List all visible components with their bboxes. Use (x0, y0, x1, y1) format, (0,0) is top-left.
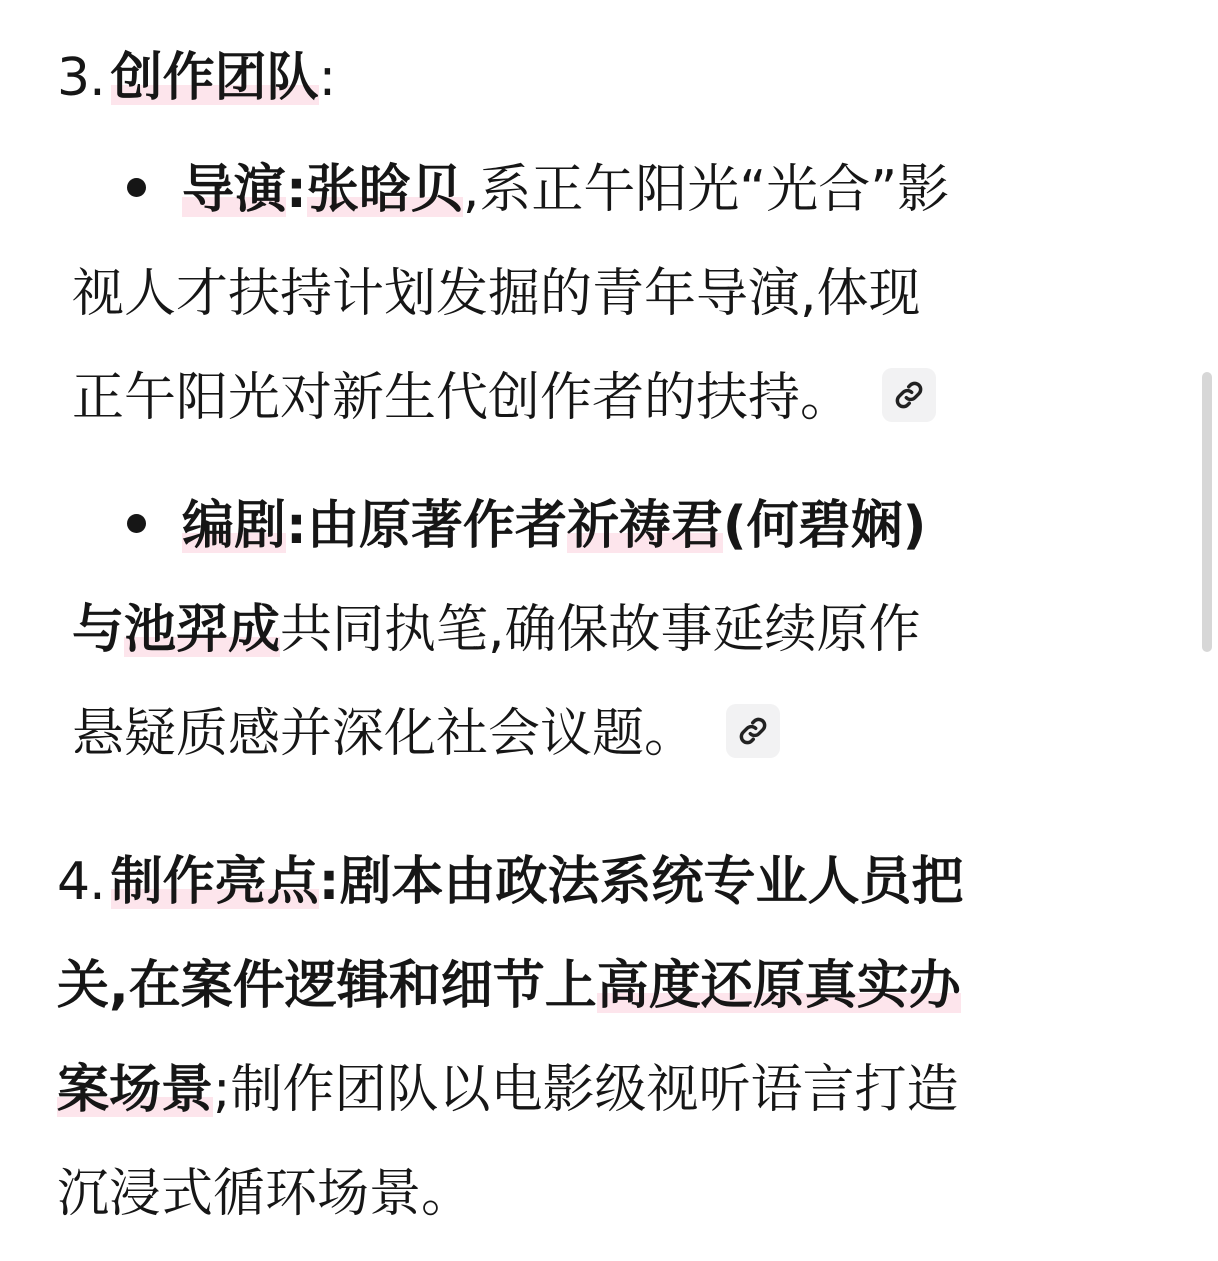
section-4-line-2 (57, 934, 1147, 1038)
section-4-line-1 (57, 830, 1147, 934)
source-link-button[interactable] (882, 368, 936, 422)
section-3-colon: : (318, 48, 337, 108)
link-icon (737, 715, 769, 747)
bullet-dot (127, 178, 146, 197)
director-desc-1: ,系正午阳光“光合”影 (462, 160, 950, 220)
source-link-button[interactable] (726, 704, 780, 758)
section-4-paragraph (57, 830, 1147, 1246)
writer-line-2 (72, 578, 1147, 682)
section-4-text-2-highlight: 高度还原真实办 (596, 956, 961, 1016)
section-3-heading (57, 38, 1147, 118)
director-name: 张晗贝 (306, 160, 463, 220)
writer-name-2: 池羿成 (124, 600, 281, 660)
writer-line-3 (72, 682, 1147, 786)
director-desc-2: 视人才扶持计划发掘的青年导演,体现 (72, 264, 921, 324)
writer-line3: 悬疑质感并深化社会议题。 (72, 704, 697, 764)
section-3-title: 创作团队 (110, 48, 319, 108)
director-sep: : (286, 160, 307, 220)
section-4-number: 4. (57, 852, 105, 912)
director-label: 导演 (182, 160, 287, 220)
section-4-text-3-rest: ;制作团队以电影级视听语言打造 (213, 1060, 959, 1120)
writer-pre: 由原著作者 (306, 496, 567, 556)
section-4-line-4 (57, 1142, 1147, 1246)
section-4-text-4: 沉浸式循环场景。 (57, 1164, 474, 1224)
director-text (127, 138, 1147, 242)
writer-line2-pre: 与 (72, 600, 125, 660)
writer-name-1: 祈祷君 (566, 496, 723, 556)
section-4-title: 制作亮点 (110, 852, 319, 912)
writer-label: 编剧 (182, 496, 287, 556)
section-4-text-3-highlight: 案场景 (57, 1060, 214, 1120)
section-4-text-1: 剧本由政法系统专业人员把 (339, 852, 964, 912)
bullet-dot (127, 514, 146, 533)
team-list (57, 138, 1147, 786)
director-desc-3-line (72, 346, 1147, 450)
director-desc-3: 正午阳光对新生代创作者的扶持。 (72, 368, 853, 428)
section-4-line-3 (57, 1038, 1147, 1142)
section-4-colon: : (318, 852, 340, 912)
link-icon (893, 379, 925, 411)
list-item-director (72, 138, 1147, 450)
writer-line2-rest: 共同执笔,确保故事延续原作 (280, 600, 921, 660)
writer-desc-lines (72, 578, 1147, 786)
answer-content (57, 38, 1147, 1246)
writer-text (127, 474, 1147, 578)
writer-paren: (何碧娴) (722, 496, 927, 556)
section-4-text-2a: 关,在案件逻辑和细节上 (57, 956, 597, 1016)
director-desc-lines (72, 242, 1147, 450)
list-item-writer (72, 474, 1147, 786)
writer-sep: : (286, 496, 307, 556)
section-3-number: 3. (57, 48, 105, 108)
scrollbar-thumb[interactable] (1202, 372, 1212, 652)
